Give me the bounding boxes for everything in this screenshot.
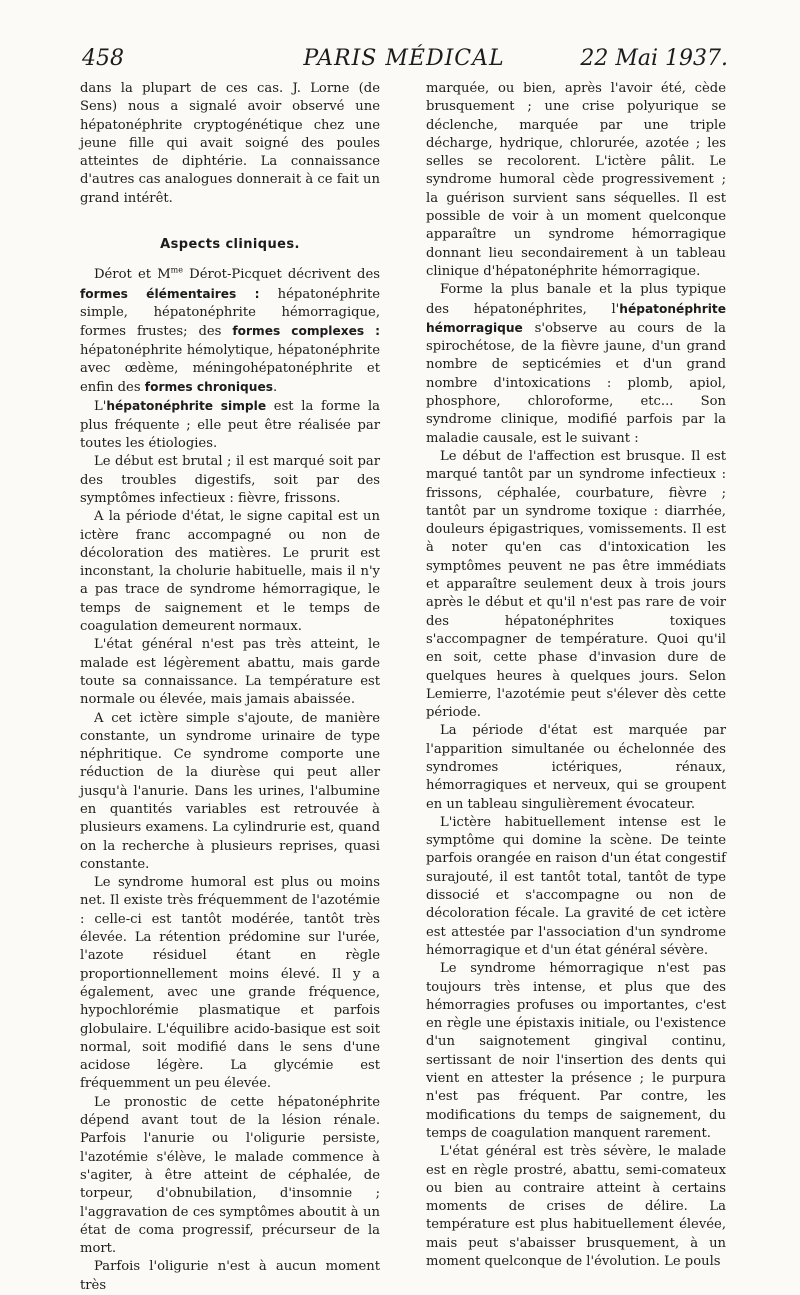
- running-header: [80, 46, 728, 76]
- issue-date: 22 Mai 1937.: [580, 46, 728, 71]
- text-run: hépatonéphrite hémolytique, hépatonéphrite avec œdème, méningohépatonéphrite et enfin des: [80, 342, 380, 396]
- paragraph: Le début est brutal ; il est marqué soit par des troubles digestifs, soit par des symptômes infectieux : fièvre, frissons.: [80, 454, 380, 506]
- paragraph: marquée, ou bien, après l'avoir été, cède brusquement ; une crise polyurique se déclenche, marquée par une triple décharge, hydrique, chlorurée, azotée ; les selles se recolorent. L'ictère pâlit. Le syndrome humoral cède progressivement ; la guérison survient sans séquelles. Il est possible de voir à un moment quelconque apparaître un syndrome hémorragique donnant lieu secondairement à un tableau clinique d'hépatonéphrite hémorragique.: [426, 81, 726, 279]
- bold-term: formes élémentaires :: [80, 286, 260, 301]
- paragraph: Le syndrome humoral est plus ou moins net. Il existe très fréquemment de l'azotémie : celle-ci est tantôt modérée, tantôt très élevée. La rétention prédomine sur l'urée, l'azote résiduel étant en règle proportionnellement moins élevé. Il y a également, avec une grande fréquence, hypochlorémie plasmatique et parfois globulaire. L'équilibre acido-basique est soit normal, soit modifié dans le sens d'une acidose légère. La glycémie est fréquemment un peu élevée.: [80, 875, 380, 1092]
- paragraph: Le début de l'affection est brusque. Il est marqué tantôt par un syndrome infectieux : frissons, céphalée, courbature, fièvre ; tantôt par un syndrome toxique : diarrhée, douleurs épigastriques, vomissements. Il est à noter qu'en cas d'intoxication les symptômes peuvent ne pas être immédiats et apparaître seulement deux à trois jours après le début et qu'il n'est pas rare de voir des hépatonéphrites toxiques s'accompagner de température. Quoi qu'il en soit, cette phase d'invasion dure de quelques heures à quelques jours. Selon Lemierre, l'azotémie peut s'élever dès cette période.: [426, 448, 726, 721]
- text-run: me: [170, 266, 183, 275]
- text-run: L': [94, 399, 107, 415]
- bold-term: hépatonéphrite hémorragique: [426, 301, 726, 335]
- text-run: s'observe au cours de la spirochétose, de la fièvre jaune, d'un grand nombre de septicémies et d'un grand nombre d'intoxications : plomb, apiol, phosphore, chloroforme, etc... Son syndrome clinique, modifié parfois par la maladie causale, est le suivant :: [426, 320, 726, 446]
- paragraph: [80, 397, 380, 453]
- bold-term: hépatonéphrite simple: [106, 399, 267, 414]
- journal-title: PARIS MÉDICAL: [303, 46, 505, 71]
- paragraph: L'état général est très sévère, le malade est en règle prostré, abattu, semi-comateux ou bien au contraire atteint à certains moments de crises de délire. La température est plus habituellement élevée, mais peut s'abaisser brusquement, à un moment quelconque de l'évolution. Le pouls: [426, 1144, 726, 1269]
- text-run: Dérot et M: [94, 267, 171, 283]
- paragraph: L'ictère habituellement intense est le symptôme qui domine la scène. De teinte parfois orangée en raison d'un état congestif surajouté, il est tantôt total, tantôt de type dissocié et s'accompagne ou non de décoloration fécale. La gravité de cet ictère est attestée par l'association d'un syndrome hémorragique et d'un état général sévère.: [426, 814, 726, 958]
- right-column: [426, 80, 726, 1271]
- paragraph: A cet ictère simple s'ajoute, de manière constante, un syndrome urinaire de type néphritique. Ce syndrome comporte une réduction de la diurèse qui peut aller jusqu'à l'anurie. Dans les urines, l'albumine en quantités variables est retrouvée à plusieurs examens. La cylindrurie est, quand on la recherche à plusieurs reprises, quasi constante.: [80, 710, 381, 872]
- paragraph: La période d'état est marquée par l'apparition simultanée ou échelonnée des syndromes ictériques, rénaux, hémorragiques et nerveux, qui se groupent en un tableau singulièrement évocateur.: [426, 723, 726, 812]
- paragraph: L'état général n'est pas très atteint, le malade est légèrement abattu, mais garde toute sa connaissance. La température est normale ou élevée, mais jamais abaissée.: [80, 637, 380, 708]
- bold-term: formes complexes :: [232, 324, 380, 339]
- paragraph: Le syndrome hémorragique n'est pas toujours très intense, et plus que des hémorragies profuses ou importantes, c'est en règle une épistaxis initiale, ou l'existence d'un saignotement gingival continu, sertissant de noir l'insertion des dents qui vient en attester la présence ; le purpura n'est pas fréquent. Par contre, les modifications du temps de saignement, du temps de coagulation manquent rarement.: [426, 961, 726, 1141]
- text-run: Forme la plus banale et la plus typique des hépatonéphrites, l': [426, 282, 726, 317]
- section-heading: Aspects cliniques.: [160, 237, 300, 253]
- text-run: Dérot-Picquet décrivent des: [182, 267, 380, 283]
- text-run: hépatonéphrite simple, hépatonéphrite hémorragique, formes frustes; des: [80, 286, 381, 340]
- paragraph: dans la plupart de ces cas. J. Lorne (de Sens) nous a signalé avoir observé une hépatonéphrite cryptogénétique chez une jeune fille qui avait soigné des poules atteintes de diphtérie. La connaissance d'autres cas analogues donnerait à ce fait un grand intérêt.: [80, 81, 380, 206]
- paragraph: A la période d'état, le signe capital est un ictère franc accompagné ou non de décoloration des matières. Le prurit est inconstant, la cholurie habituelle, mais il n'y a pas trace de syndrome hémorragique, le temps de saignement et le temps de coagulation demeurent normaux.: [80, 509, 380, 635]
- paragraph: [80, 266, 380, 397]
- left-column: [80, 80, 380, 1295]
- bold-term: formes chroniques: [144, 380, 273, 395]
- paragraph: [426, 281, 726, 448]
- text-run: est la forme la plus fréquente ; elle peut être réalisée par toutes les étiologies.: [80, 399, 380, 452]
- page-number: 458: [82, 46, 124, 71]
- paragraph: Parfois l'oligurie n'est à aucun moment très: [80, 1259, 380, 1293]
- text-run: .: [272, 380, 278, 396]
- paragraph: Le pronostic de cette hépatonéphrite dépend avant tout de la lésion rénale. Parfois l'anurie ou l'oligurie persiste, l'azotémie s'élève, le malade commence à s'agiter, à être atteint de céphalée, de torpeur, d'obnubilation, d'insomnie ; l'aggravation de ces symptômes aboutit à un état de coma progressif, précurseur de la mort.: [80, 1094, 380, 1257]
